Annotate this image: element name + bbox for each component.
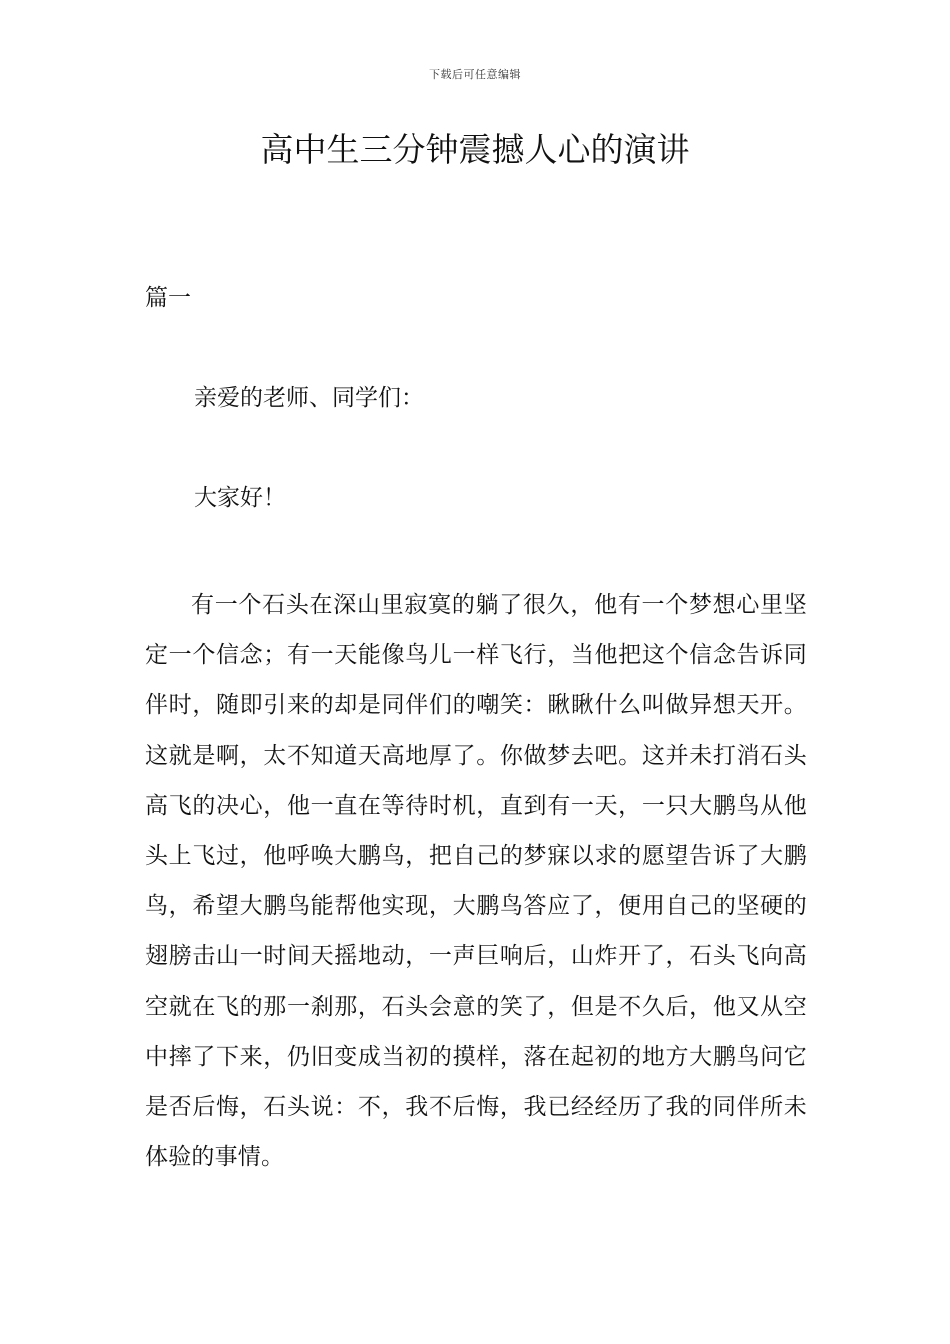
salutation: 亲爱的老师、同学们： — [194, 385, 424, 411]
header-note: 下载后可任意编辑 — [429, 68, 521, 81]
greeting: 大家好！ — [194, 485, 286, 511]
section-label: 篇一 — [145, 285, 191, 311]
document-title: 高中生三分钟震撼人心的演讲 — [260, 130, 690, 169]
body-paragraph: 有一个石头在深山里寂寞的躺了很久，他有一个梦想心里坚定一个信念；有一天能像鸟儿一样飞行，当他把这个信念告诉同伴时，随即引来的却是同伴们的嘲笑：瞅瞅什么叫做异想天开。这就是啊，太不知道天高地厚了。你做梦去吧。这并未打消石头高飞的决心，他一直在等待时机，直到有一天，一只大鹏鸟从他头上飞过，他呼唤大鹏鸟，把自己的梦寐以求的愿望告诉了大鹏鸟，希望大鹏鸟能帮他实现，大鹏鸟答应了，便用自己的坚硬的翅膀击山一时间天摇地动，一声巨响后，山炸开了，石头飞向高空就在飞的那一刹那，石头会意的笑了，但是不久后，他又从空中摔了下来，仍旧变成当初的摸样，落在起初的地方大鹏鸟问它是否后悔，石头说：不，我不后悔，我已经经历了我的同伴所未体验的事情。 — [145, 592, 807, 1171]
